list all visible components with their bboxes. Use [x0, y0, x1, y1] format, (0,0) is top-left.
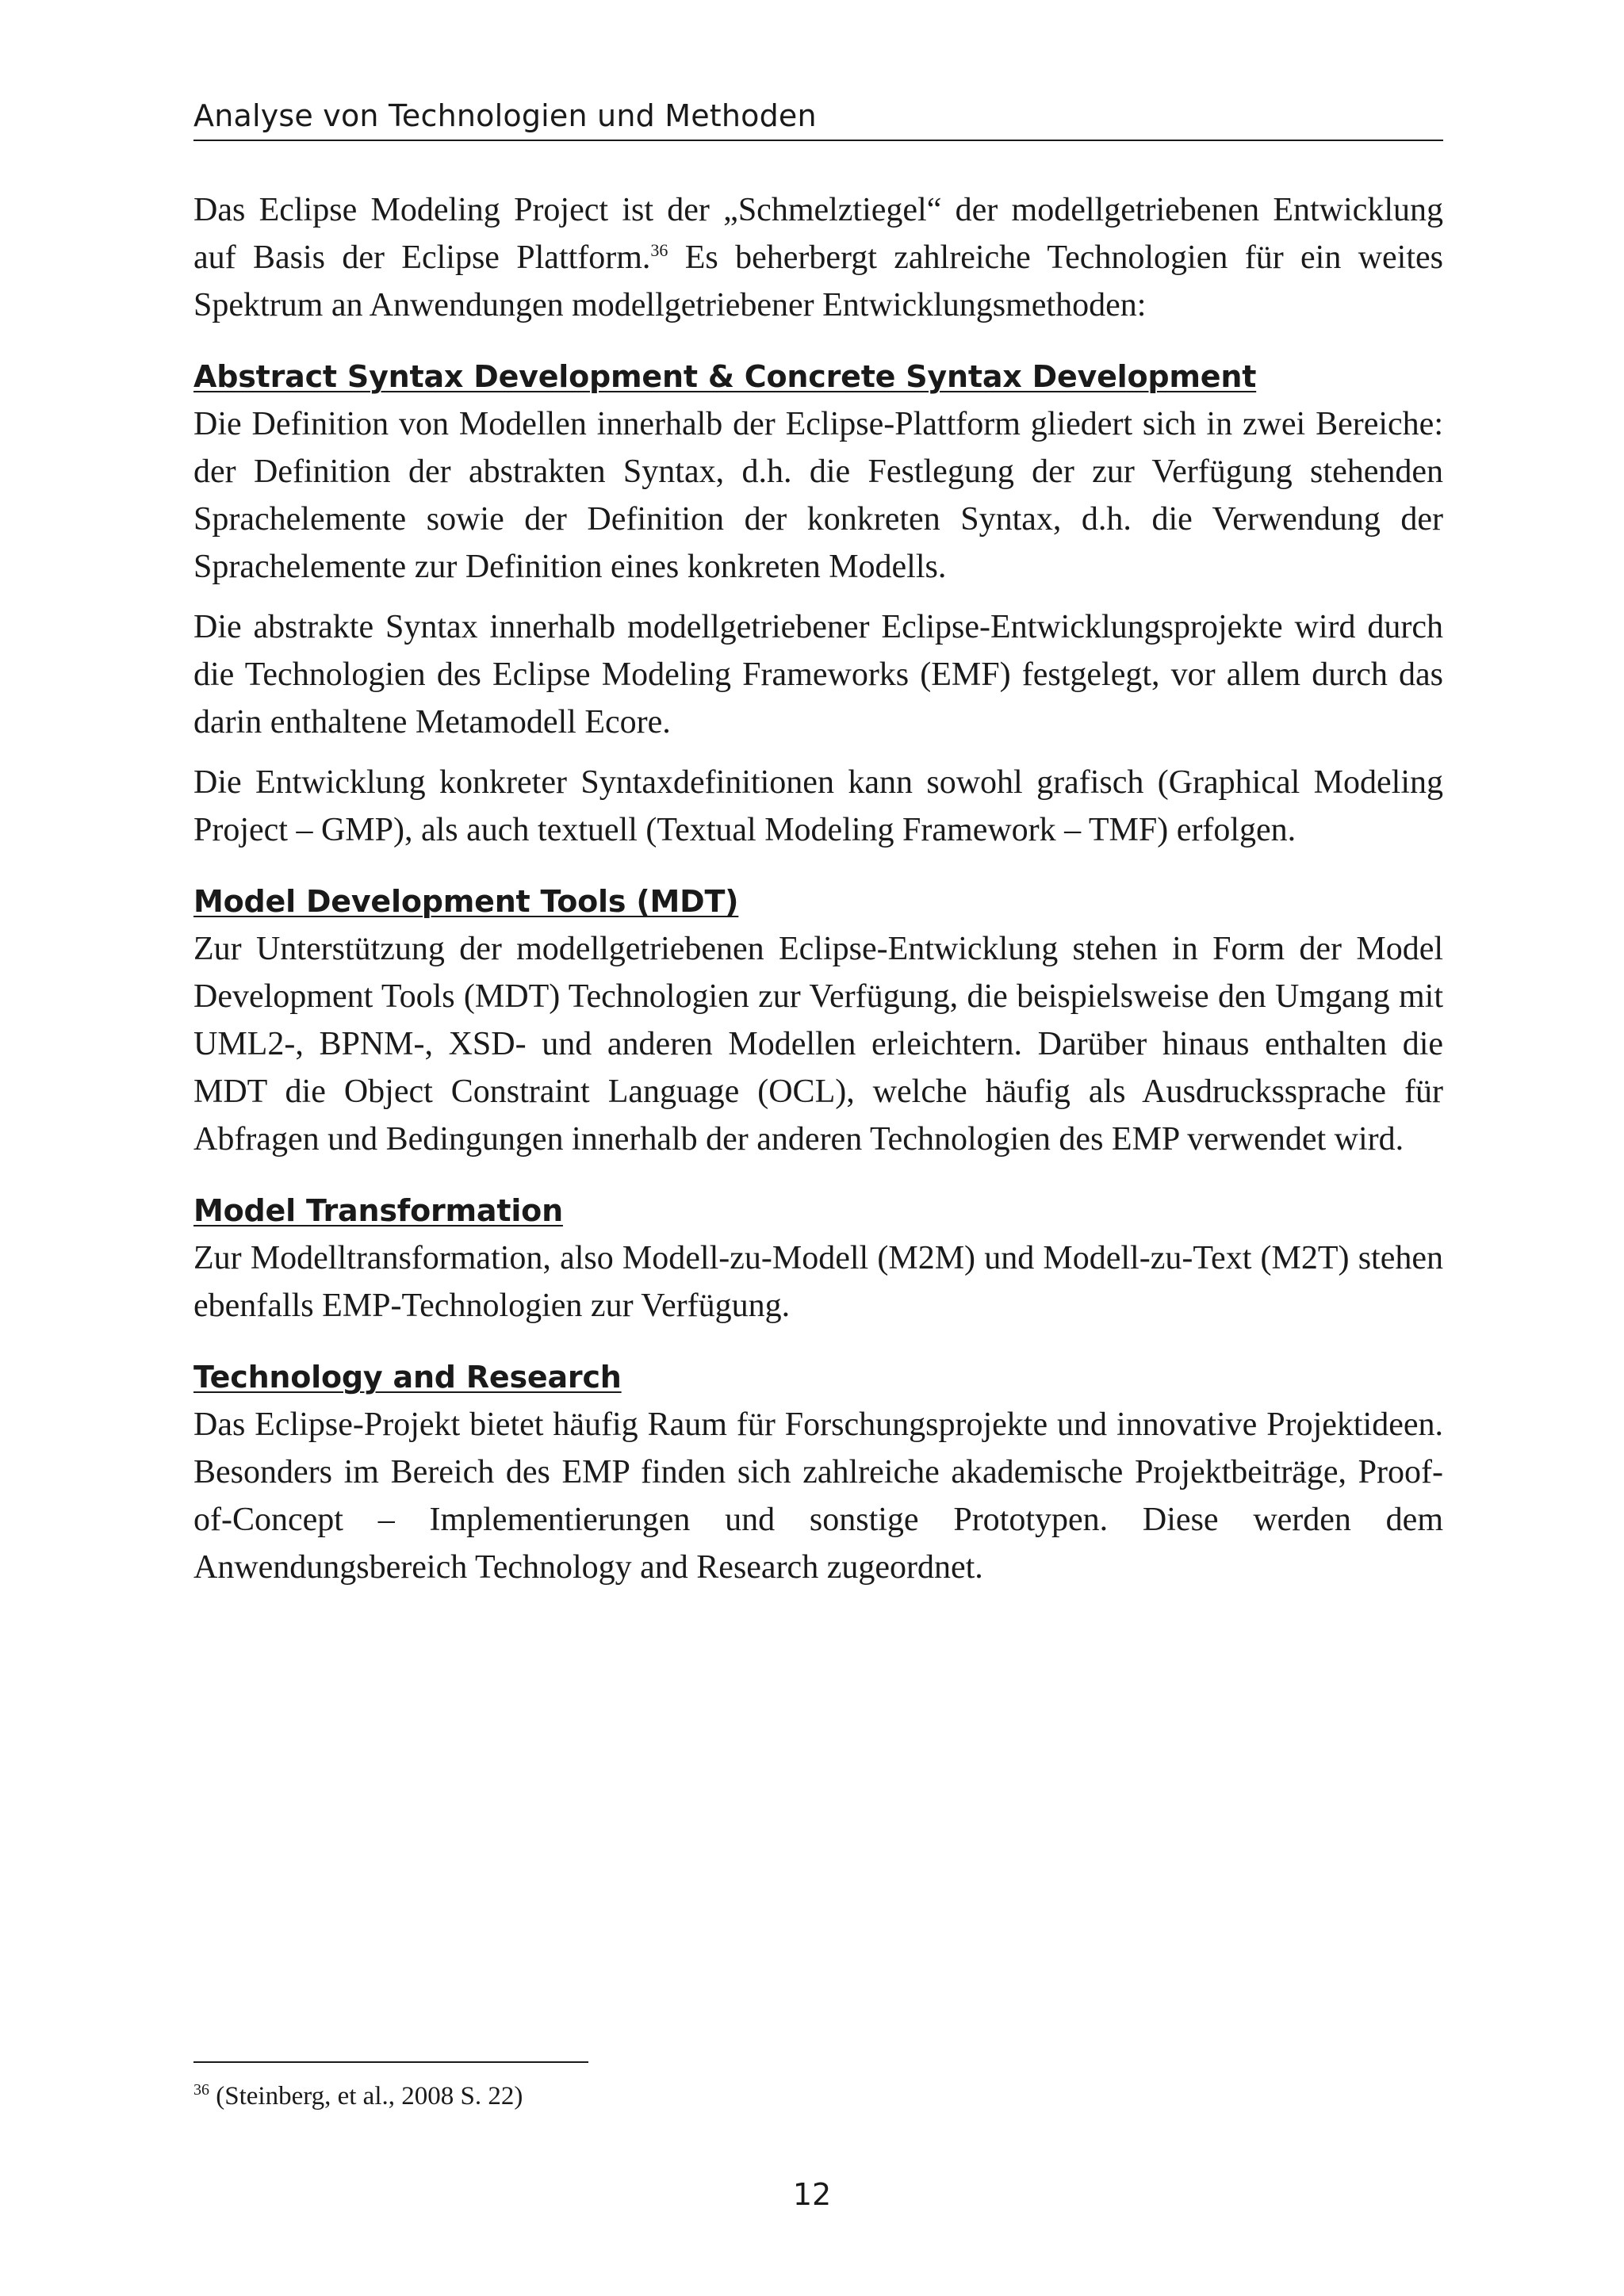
footnote-reference[interactable]: 36	[650, 240, 668, 260]
intro-paragraph	[193, 186, 1443, 329]
section-paragraph: Zur Modelltransformation, also Modell-zu-Modell (M2M) und Modell-zu-Text (M2T) stehen ebenfalls EMP-Technologien zur Verfügung.	[193, 1240, 1443, 1324]
footnote-number: 36	[193, 2081, 209, 2099]
section-paragraph: Zur Unterstützung der modellgetriebenen Eclipse-Entwicklung stehen in Form der Model Development Tools (MDT) Technologien zur Verfügung, die beispielsweise den Umgang mit UML2-, BPNM-, XSD- und anderen Modellen erleichtern. Darüber hinaus enthalten die MDT die Object Constraint Language (OCL), welche häufig als Ausdruckssprache für Abfragen und Bedingungen innerhalb der anderen Technologien des EMP verwendet wird.	[193, 931, 1443, 1158]
section-model-development-tools	[193, 878, 1443, 1163]
page-number: 12	[792, 2177, 832, 2212]
section-paragraph: Die Definition von Modellen innerhalb der Eclipse-Plattform gliedert sich in zwei Bereiche: der Definition der abstrakten Syntax, d.h. die Festlegung der zur Verfügung stehenden Sprachelemente sowie der Definition der konkreten Syntax, d.h. die Verwendung der Sprachelemente zur Definition eines konkreten Modells.	[193, 406, 1443, 585]
section-paragraph: Die abstrakte Syntax innerhalb modellgetriebener Eclipse-Entwicklungsprojekte wird durch die Technologien des Eclipse Modeling Frameworks (EMF) festgelegt, vor allem durch das darin enthaltene Metamodell Ecore.	[193, 609, 1443, 740]
intro-text-after-ref: Es beherbergt zahlreiche Technologien für ein weites Spektrum an Anwendungen modellgetriebener Entwicklungsmethoden:	[193, 239, 1443, 323]
section-heading: Abstract Syntax Development & Concrete Syntax Development	[193, 359, 1257, 394]
section-paragraph: Die Entwicklung konkreter Syntaxdefinitionen kann sowohl grafisch (Graphical Modeling Project – GMP), als auch textuell (Textual Modeling Framework – TMF) erfolgen.	[193, 764, 1443, 848]
intro-text-before-ref: Das Eclipse Modeling Project ist der „Schmelztiegel“ der modellgetriebenen Entwicklung auf Basis der Eclipse Plattform.	[193, 192, 1443, 276]
section-model-transformation	[193, 1187, 1443, 1330]
section-syntax-development	[193, 353, 1443, 854]
body-content	[193, 186, 1443, 1604]
section-heading: Technology and Research	[193, 1360, 622, 1395]
running-header: Analyse von Technologien und Methoden	[193, 98, 817, 133]
section-heading: Model Transformation	[193, 1193, 563, 1228]
header-rule	[193, 140, 1443, 141]
section-heading: Model Development Tools (MDT)	[193, 884, 739, 919]
section-technology-and-research	[193, 1353, 1443, 1591]
footnote-text: (Steinberg, et al., 2008 S. 22)	[209, 2082, 523, 2110]
footnote	[193, 2077, 1145, 2115]
section-paragraph: Das Eclipse-Projekt bietet häufig Raum für Forschungsprojekte und innovative Projektideen. Besonders im Bereich des EMP finden sich zahlreiche akademische Projektbeiträge, Proof-of-Concept – Implementierungen und sonstige Prototypen. Diese werden dem Anwendungsbereich Technology and Research zugeordnet.	[193, 1406, 1443, 1586]
footnote-separator	[193, 2061, 588, 2063]
